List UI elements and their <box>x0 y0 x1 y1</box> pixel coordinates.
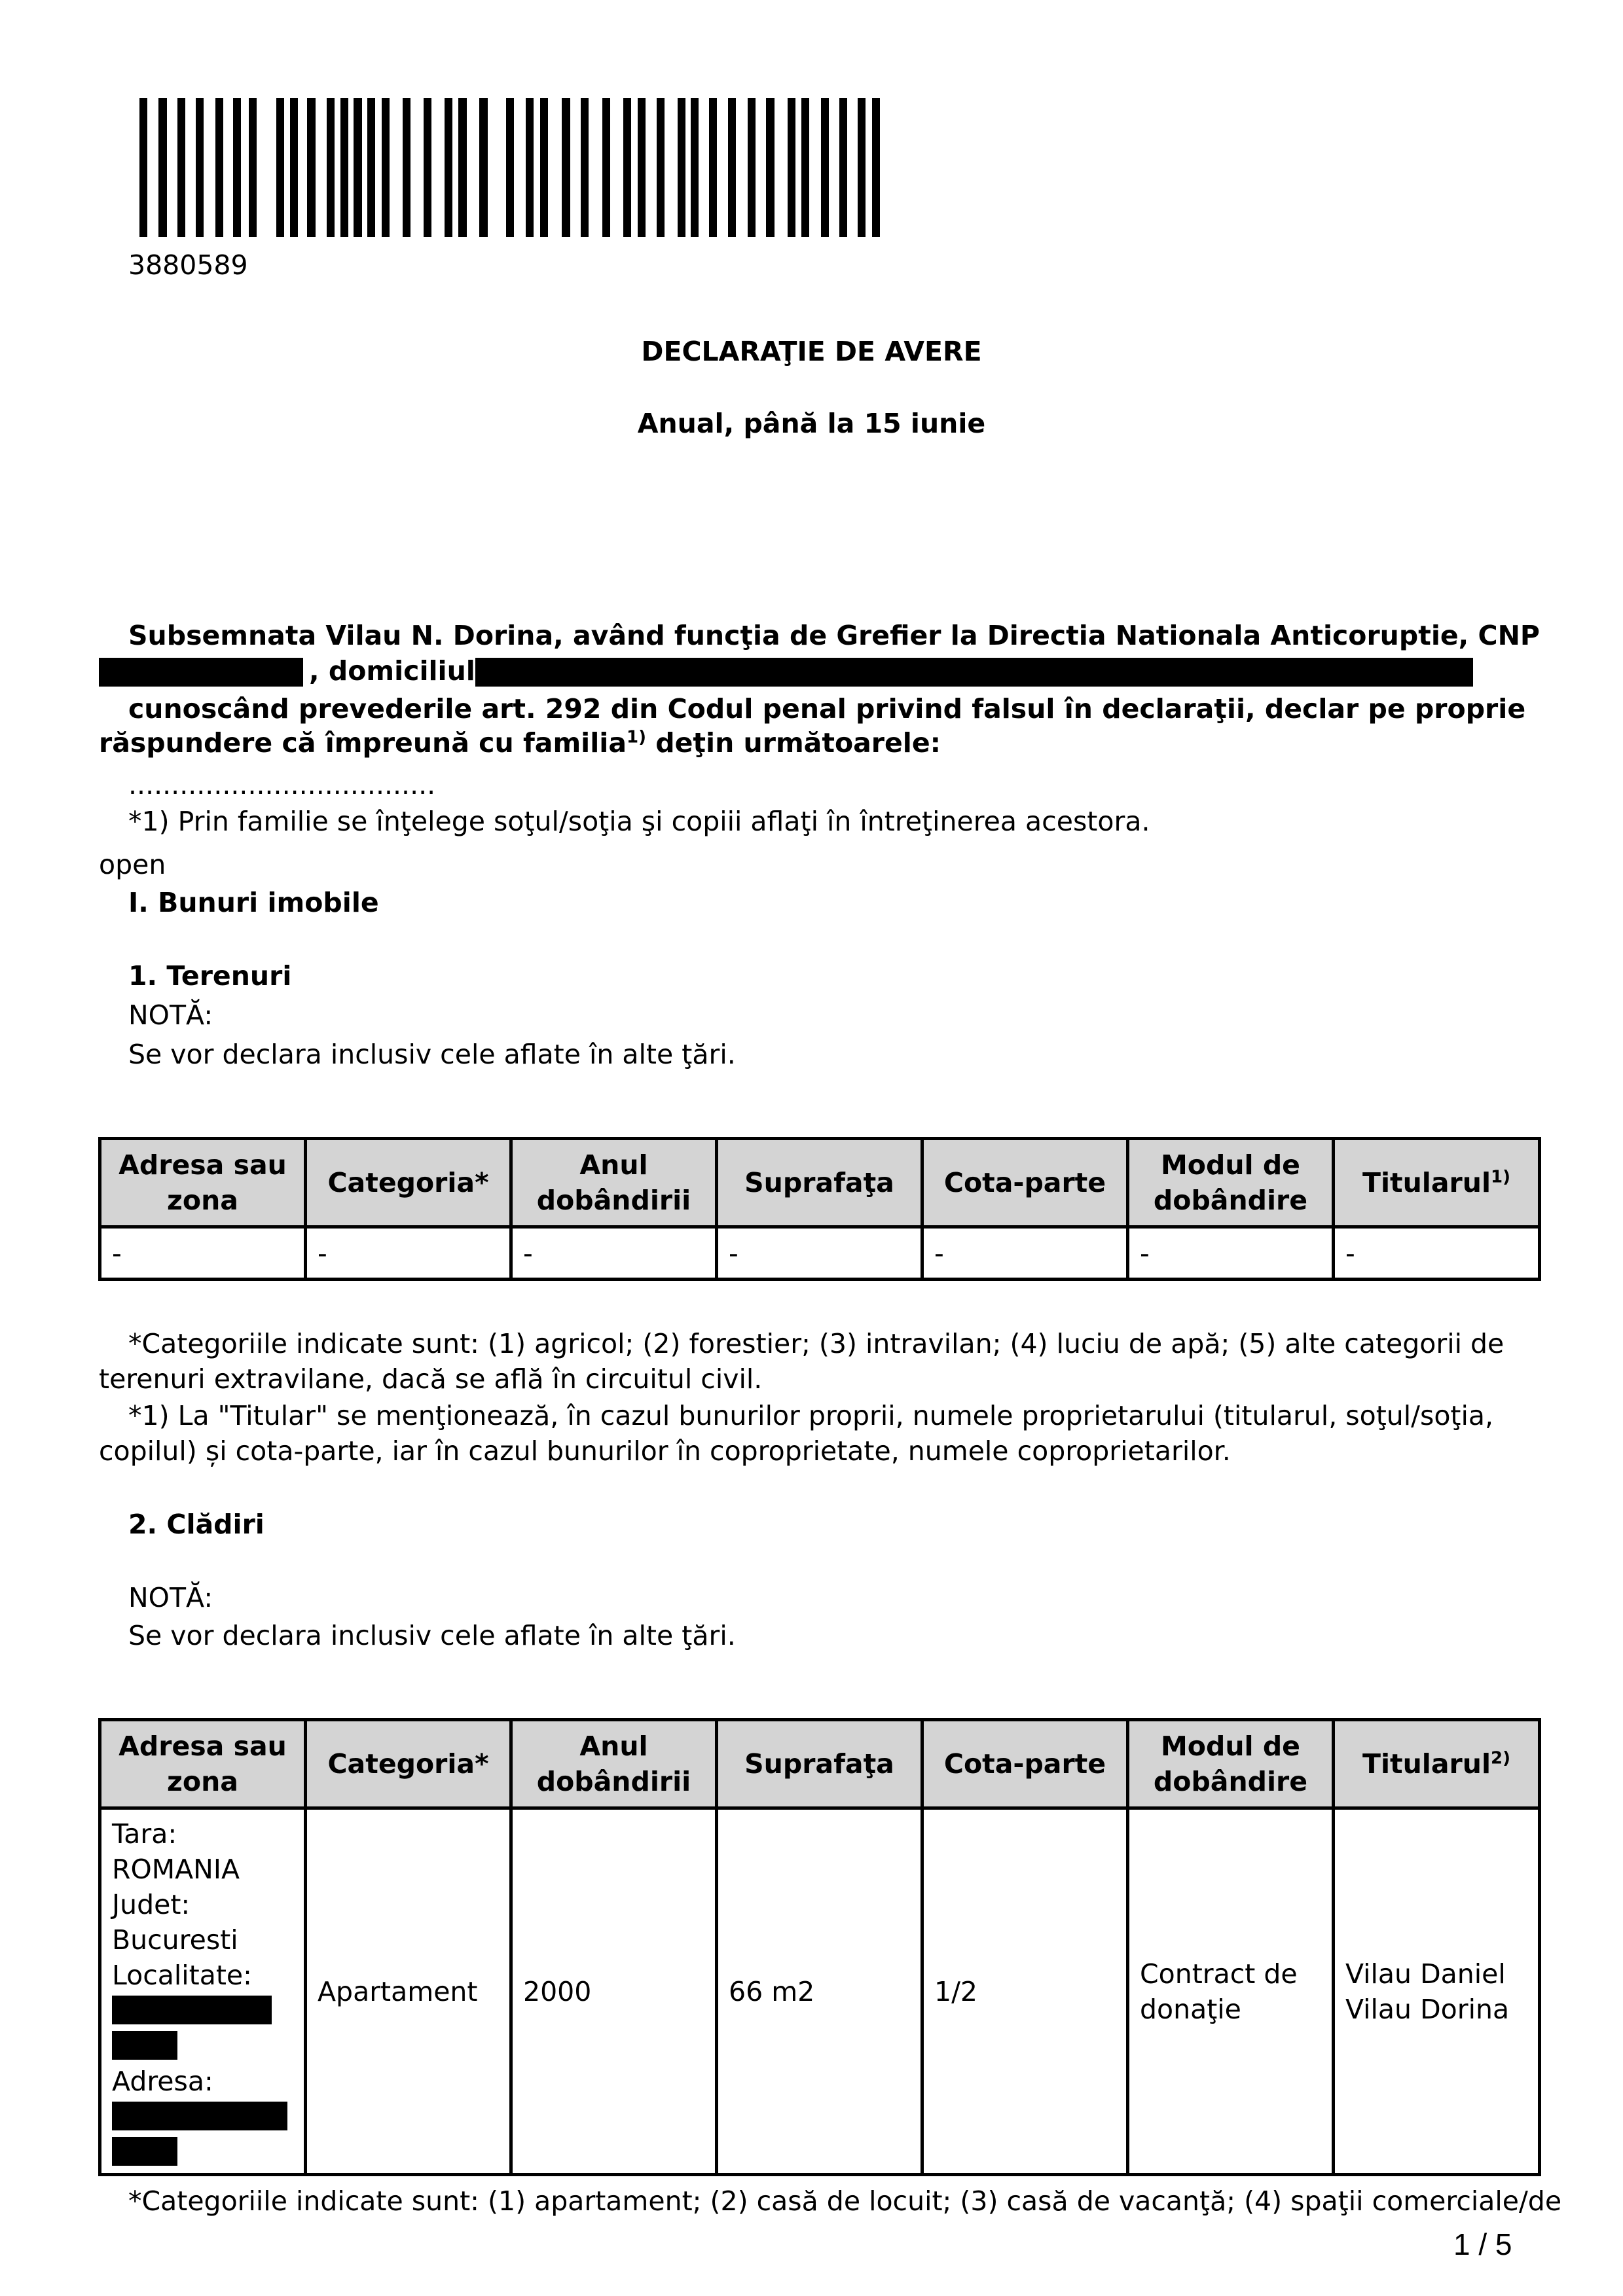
address-cell <box>100 1808 306 2175</box>
barcode-bar <box>139 98 147 237</box>
address-lines <box>112 1816 293 1993</box>
intro-line-2: , domiciliul <box>309 655 475 687</box>
titular-line: Vilau Daniel <box>1345 1958 1506 1990</box>
address-line: Localitate: <box>112 1960 252 1991</box>
section-1-subtitle: 1. Terenuri <box>128 960 292 992</box>
barcode-bar <box>766 98 775 237</box>
titular-line: Vilau Dorina <box>1345 1993 1510 2025</box>
section-1-footnote-2a: *1) La "Titular" se menţionează, în cazul bunurilor proprii, numele proprietarului (titularul, soţul/soţia, <box>128 1400 1494 1431</box>
barcode-bar <box>215 98 223 237</box>
redacted-adresa <box>112 2102 287 2130</box>
barcode-bar <box>307 98 316 237</box>
barcode-bar <box>858 98 866 237</box>
barcode-bar <box>445 98 452 237</box>
col-categoria: Categoria* <box>306 1139 511 1227</box>
barcode-bar <box>678 98 685 237</box>
cell: - <box>100 1227 306 1280</box>
barcode-bar <box>657 98 665 237</box>
barcode-number: 3880589 <box>128 249 248 281</box>
address-line: Judet: <box>112 1889 191 1920</box>
barcode-bar <box>249 98 257 237</box>
section-2-footnote-1: *Categoriile indicate sunt: (1) apartament; (2) casă de locuit; (3) casă de vacanţă; (4) spaţii comerciale/de <box>128 2185 1562 2217</box>
intro-line-3: cunoscând prevederile art. 292 din Codul penal privind falsul în declaraţii, declar pe proprie <box>128 693 1526 725</box>
cladiri-table <box>98 1718 1541 2176</box>
barcode-bar <box>367 98 375 237</box>
col-suprafata: Suprafaţa <box>717 1720 922 1808</box>
barcode-bar <box>424 98 431 237</box>
redacted-cnp <box>99 658 303 687</box>
intro-line-4-end: deţin următoarele: <box>646 727 941 759</box>
modul-line: Contract de <box>1140 1958 1298 1990</box>
barcode-bar <box>354 98 362 237</box>
redacted-localitate-2 <box>112 2031 177 2060</box>
col-anul: Anul dobândirii <box>511 1720 717 1808</box>
col-titular-sup: 1) <box>1491 1167 1510 1187</box>
barcode-bar <box>839 98 847 237</box>
intro-dots: .................................... <box>128 769 436 800</box>
barcode-bar <box>801 98 809 237</box>
document-title: DECLARAŢIE DE AVERE <box>641 336 982 367</box>
col-titular-sup: 2) <box>1491 1748 1510 1768</box>
section-2-subtitle: 2. Clădiri <box>128 1509 264 1540</box>
cell-suprafata: 66 m2 <box>717 1808 922 2175</box>
barcode-bar <box>233 98 241 237</box>
document-subtitle: Anual, până la 15 iunie <box>637 408 986 439</box>
barcode-bar <box>327 98 335 237</box>
section-1-note-text: Se vor declara inclusiv cele aflate în alte ţări. <box>128 1039 736 1070</box>
cell-anul: 2000 <box>511 1808 717 2175</box>
col-titular <box>1334 1720 1540 1808</box>
col-suprafata: Suprafaţa <box>717 1139 922 1227</box>
modul-line: donaţie <box>1140 1993 1241 2025</box>
open-label: open <box>99 849 166 880</box>
page-number: 1 / 5 <box>1453 2227 1512 2261</box>
barcode-bar <box>602 98 610 237</box>
barcode-bar <box>458 98 467 237</box>
cell: - <box>922 1227 1128 1280</box>
section-1-title: I. Bunuri imobile <box>128 887 379 918</box>
barcode-bar <box>177 98 185 237</box>
barcode-bar <box>623 98 631 237</box>
col-titular <box>1334 1139 1540 1227</box>
barcode-bar <box>479 98 488 237</box>
barcode-bar <box>526 98 534 237</box>
barcode-bar <box>788 98 795 237</box>
col-titular-label: Titularul <box>1362 1167 1491 1198</box>
barcode <box>139 98 886 237</box>
section-2-note-label: NOTĂ: <box>128 1582 213 1613</box>
section-1-footnote-1b: terenuri extravilane, dacă se află în circuitul civil. <box>99 1363 763 1395</box>
col-cota: Cota-parte <box>922 1139 1128 1227</box>
cell: - <box>717 1227 922 1280</box>
col-adresa: Adresa sau zona <box>100 1720 306 1808</box>
cell: - <box>1128 1227 1334 1280</box>
col-modul: Modul de dobândire <box>1128 1139 1334 1227</box>
barcode-bar <box>748 98 756 237</box>
barcode-bar <box>638 98 646 237</box>
address-label-adresa: Adresa: <box>112 2066 213 2097</box>
barcode-bar <box>196 98 204 237</box>
intro-line-4 <box>99 725 941 761</box>
cell: - <box>511 1227 717 1280</box>
barcode-bar <box>821 98 829 237</box>
intro-line-4-text: răspundere că împreună cu familia <box>99 727 627 759</box>
col-anul: Anul dobândirii <box>511 1139 717 1227</box>
barcode-bar <box>540 98 548 237</box>
cell-categoria: Apartament <box>306 1808 511 2175</box>
col-cota: Cota-parte <box>922 1720 1128 1808</box>
col-adresa: Adresa sau zona <box>100 1139 306 1227</box>
footnote-marker: 1) <box>627 727 646 747</box>
cell-modul <box>1128 1808 1334 2175</box>
address-line: ROMANIA <box>112 1854 240 1885</box>
address-line: Bucuresti <box>112 1924 238 1956</box>
redacted-adresa-2 <box>112 2137 177 2166</box>
address-line: Tara: <box>112 1818 177 1850</box>
barcode-bar <box>340 98 348 237</box>
section-1-footnote-2b: copilul) și cota-parte, iar în cazul bunurilor în coproprietate, numele coproprietarilor. <box>99 1435 1231 1467</box>
redacted-localitate <box>112 1996 272 2024</box>
barcode-bar <box>276 98 284 237</box>
table-row <box>100 1808 1540 2175</box>
barcode-bar <box>382 98 390 237</box>
barcode-bar <box>290 98 298 237</box>
barcode-bar <box>562 98 570 237</box>
barcode-bar <box>506 98 514 237</box>
barcode-bar <box>158 98 167 237</box>
barcode-bar <box>691 98 699 237</box>
section-2-note-text: Se vor declara inclusiv cele aflate în alte ţări. <box>128 1620 736 1651</box>
barcode-bar <box>872 98 880 237</box>
redacted-domiciliu <box>475 658 1473 687</box>
intro-footnote: *1) Prin familie se înţelege soţul/soţia şi copiii aflaţi în întreţinerea acestora. <box>128 806 1150 837</box>
section-1-footnote-1a: *Categoriile indicate sunt: (1) agricol; (2) forestier; (3) intravilan; (4) luciu de apă; (5) alte categorii de <box>128 1328 1504 1359</box>
cell: - <box>1334 1227 1540 1280</box>
cell: - <box>306 1227 511 1280</box>
barcode-bar <box>728 98 736 237</box>
col-modul: Modul de dobândire <box>1128 1720 1334 1808</box>
col-titular-label: Titularul <box>1362 1748 1491 1780</box>
col-categoria: Categoria* <box>306 1720 511 1808</box>
table-row <box>100 1227 1540 1280</box>
terenuri-table <box>98 1137 1541 1281</box>
barcode-bar <box>709 98 717 237</box>
cell-cota: 1/2 <box>922 1808 1128 2175</box>
cell-titular <box>1334 1808 1540 2175</box>
intro-line-1: Subsemnata Vilau N. Dorina, având funcţia de Grefier la Directia Nationala Anticoruptie, CNP <box>128 620 1540 651</box>
barcode-bar <box>581 98 589 237</box>
barcode-bar <box>403 98 410 237</box>
section-1-note-label: NOTĂ: <box>128 999 213 1031</box>
